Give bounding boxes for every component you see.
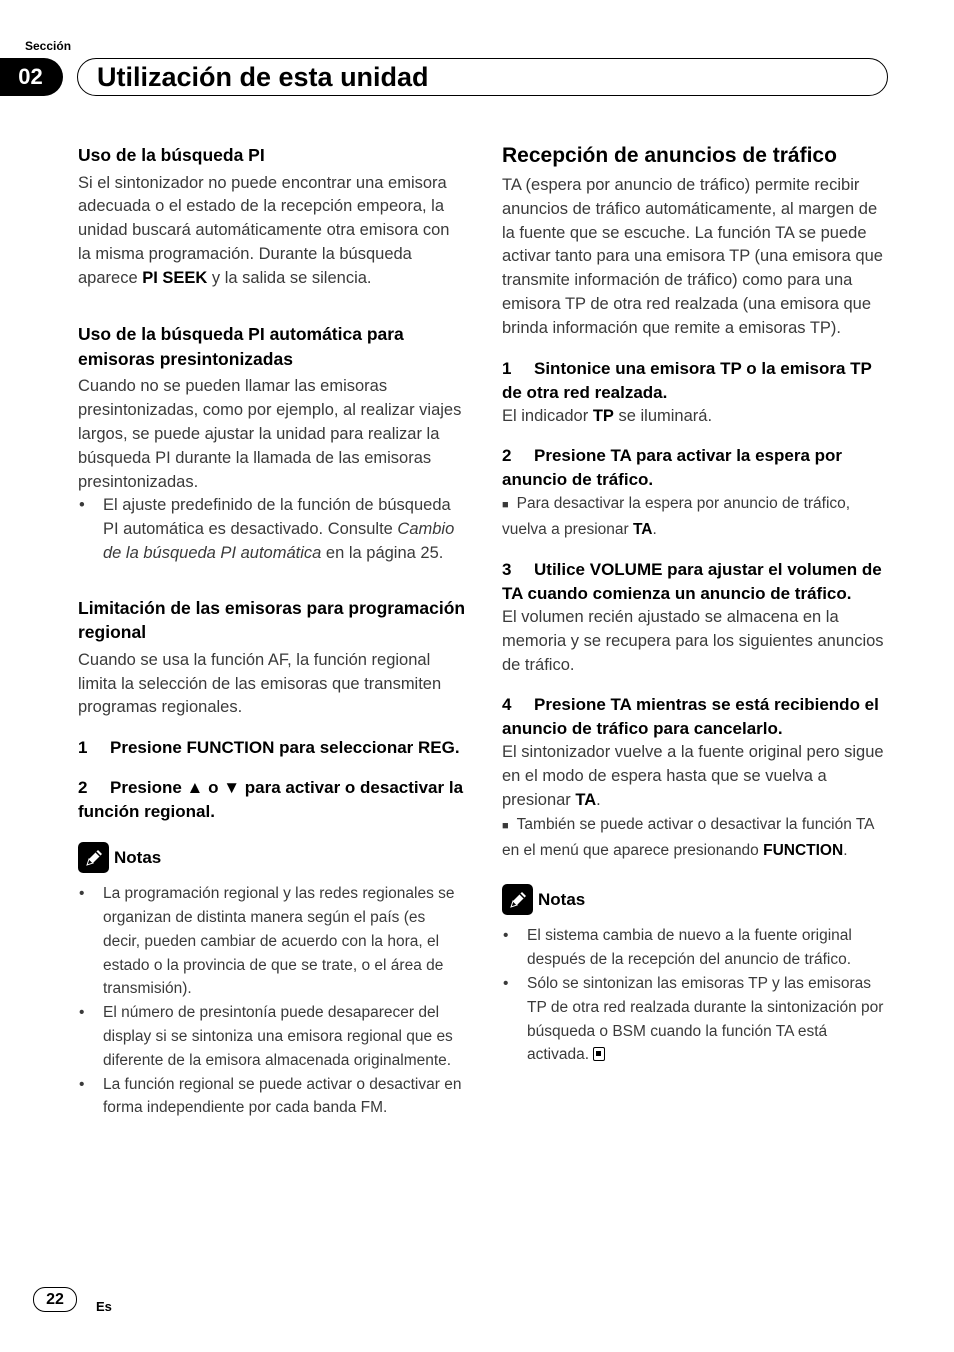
step-text: Presione ▲ o ▼ para activar o desactivar la función regional. bbox=[78, 778, 464, 822]
step-number: 1 bbox=[78, 738, 88, 758]
step-2-note-text: Para desactivar la espera por anuncio de tráfico, vuelva a presionar bbox=[502, 495, 851, 539]
note-text: La programación regional y las redes regionales se organizan de distinta manera según el país (es decir, pueden cambiar de acuerdo con la hora, el estado o la provincia de que se trate, o el área de transmisión). bbox=[103, 885, 455, 998]
bullet-icon: • bbox=[503, 927, 509, 945]
list-item bbox=[78, 882, 466, 1001]
regional-step-2 bbox=[78, 776, 466, 824]
step-4-body bbox=[502, 741, 890, 812]
pencil-icon bbox=[502, 884, 533, 915]
step-4-note-text: También se puede activar o desactivar la función TA en el menú que aparece presionando bbox=[502, 815, 874, 859]
step-4-body-end: . bbox=[596, 790, 601, 809]
heading-regional: Limitación de las emisoras para programación regional bbox=[78, 597, 466, 643]
notes-header bbox=[502, 884, 890, 915]
left-notes-list bbox=[78, 882, 466, 1120]
heading-traffic: Recepción de anuncios de tráfico bbox=[502, 144, 837, 167]
step-1-body-text: El indicador bbox=[502, 406, 593, 425]
right-notes-list bbox=[502, 924, 890, 1067]
step-4-note bbox=[502, 813, 890, 863]
notes-label: Notas bbox=[538, 889, 586, 909]
step-number: 1 bbox=[502, 358, 512, 378]
step-4-note-end: . bbox=[843, 841, 848, 859]
ta-label: TA bbox=[632, 521, 653, 539]
paragraph-traffic-intro: TA (espera por anuncio de tráfico) permite recibir anuncios de tráfico automáticamente, al margen de la fuente que se escuche. La función TA se puede activar tanto para una emisora TP (una emisora que transmite información de tráfico) como para una emisora TP de otra red realzada (una emisora que brinda información que remite a emisoras TP). bbox=[502, 176, 883, 337]
list-item bbox=[78, 494, 466, 565]
cross-reference: Cambio de la búsqueda PI automática bbox=[103, 520, 455, 563]
bullet-icon: • bbox=[79, 885, 85, 903]
heading-pi-search: Uso de la búsqueda PI bbox=[78, 145, 265, 165]
step-2-note bbox=[502, 492, 890, 542]
function-label: FUNCTION bbox=[763, 841, 844, 859]
step-text: Presione TA mientras se está recibiendo el anuncio de tráfico para cancelarlo. bbox=[502, 695, 879, 739]
heading-pi-auto: Uso de la búsqueda PI automática para emisoras presintonizadas bbox=[78, 324, 404, 369]
list-item bbox=[78, 1073, 466, 1121]
pi-search-text: Si el sintonizador no puede encontrar una emisora adecuada o el estado de la recepción empeora, la unidad buscará automáticamente otra emisora con la misma programación. Durante la búsqueda aparece bbox=[78, 173, 450, 287]
paragraph-pi-search bbox=[78, 172, 466, 291]
note-text: Sólo se sintonizan las emisoras TP y las emisoras TP de otra red realzada durante la sintonización por búsqueda o BSM cuando la función TA está activada. bbox=[527, 974, 884, 1064]
paragraph-regional: Cuando se usa la función AF, la función regional limita la selección de las emisoras que transmiten programas regionales. bbox=[78, 650, 442, 717]
bullet-icon: • bbox=[79, 1075, 85, 1093]
language-code: Es bbox=[96, 1299, 112, 1314]
right-column bbox=[502, 142, 890, 1067]
pi-search-text-end: y la salida se silencia. bbox=[207, 268, 372, 287]
step-3-body: El volumen recién ajustado se almacena en la memoria y se recupera para los siguientes anuncios de tráfico. bbox=[502, 607, 884, 674]
traffic-step-2 bbox=[502, 444, 890, 492]
step-1-body-end: se iluminará. bbox=[613, 406, 713, 425]
traffic-step-1 bbox=[502, 357, 890, 405]
list-item bbox=[502, 924, 890, 972]
step-number: 4 bbox=[502, 695, 512, 715]
step-text: Presione TA para activar la espera por anuncio de tráfico. bbox=[502, 446, 843, 490]
traffic-step-4 bbox=[502, 693, 890, 741]
step-number: 2 bbox=[78, 778, 88, 798]
bullet-icon: • bbox=[503, 974, 509, 992]
list-item bbox=[78, 1001, 466, 1072]
pi-seek-label: PI SEEK bbox=[142, 268, 208, 287]
pi-auto-bullets bbox=[78, 494, 466, 565]
square-bullet-icon: ■ bbox=[502, 819, 509, 832]
paragraph-pi-auto: Cuando no se pueden llamar las emisoras presintonizadas, como por ejemplo, al realizar viajes largos, se puede ajustar la unidad para realizar la búsqueda PI durante la llamada de las emisoras presintonizadas. bbox=[78, 377, 462, 491]
regional-step-1 bbox=[78, 736, 466, 760]
page-number: 22 bbox=[33, 1287, 77, 1312]
step-number: 2 bbox=[502, 446, 512, 466]
pencil-icon bbox=[78, 842, 109, 873]
section-number-badge: 02 bbox=[0, 58, 63, 96]
step-text: Utilice VOLUME para ajustar el volumen de TA cuando comienza un anuncio de tráfico. bbox=[502, 559, 882, 603]
bullet-icon: • bbox=[79, 496, 85, 515]
list-item bbox=[502, 972, 890, 1067]
notes-label: Notas bbox=[114, 847, 162, 867]
square-bullet-icon: ■ bbox=[502, 499, 509, 512]
note-text: La función regional se puede activar o desactivar en forma independiente por cada banda FM. bbox=[103, 1075, 462, 1117]
note-text: El sistema cambia de nuevo a la fuente original después de la recepción del anuncio de tráfico. bbox=[527, 927, 852, 969]
ta-label: TA bbox=[575, 790, 597, 809]
note-text: El número de presintonía puede desaparecer del display si se sintoniza una emisora regional que es diferente de la emisora almacenada originalmente. bbox=[103, 1004, 453, 1069]
notes-header bbox=[78, 842, 466, 873]
pi-auto-bullet-text: El ajuste predefinido de la función de búsqueda PI automática es desactivado. Consulte bbox=[103, 496, 451, 539]
step-text: Sintonice una emisora TP o la emisora TP de otra red realzada. bbox=[502, 358, 872, 402]
step-number: 3 bbox=[502, 559, 512, 579]
section-title: Utilización de esta unidad bbox=[97, 62, 429, 92]
bullet-icon: • bbox=[79, 1004, 85, 1022]
traffic-step-3 bbox=[502, 558, 890, 606]
step-1-body bbox=[502, 405, 890, 429]
step-4-body-text: El sintonizador vuelve a la fuente original pero sigue en el modo de espera hasta que se vuelva a presionar bbox=[502, 743, 884, 809]
step-2-note-end: . bbox=[652, 521, 657, 539]
end-of-section-icon bbox=[593, 1047, 605, 1061]
pi-auto-bullet-end: en la página 25. bbox=[321, 544, 444, 563]
left-column bbox=[78, 142, 466, 1120]
section-label: Sección bbox=[25, 39, 72, 53]
step-text: Presione FUNCTION para seleccionar REG. bbox=[110, 738, 460, 758]
tp-label: TP bbox=[592, 406, 614, 425]
